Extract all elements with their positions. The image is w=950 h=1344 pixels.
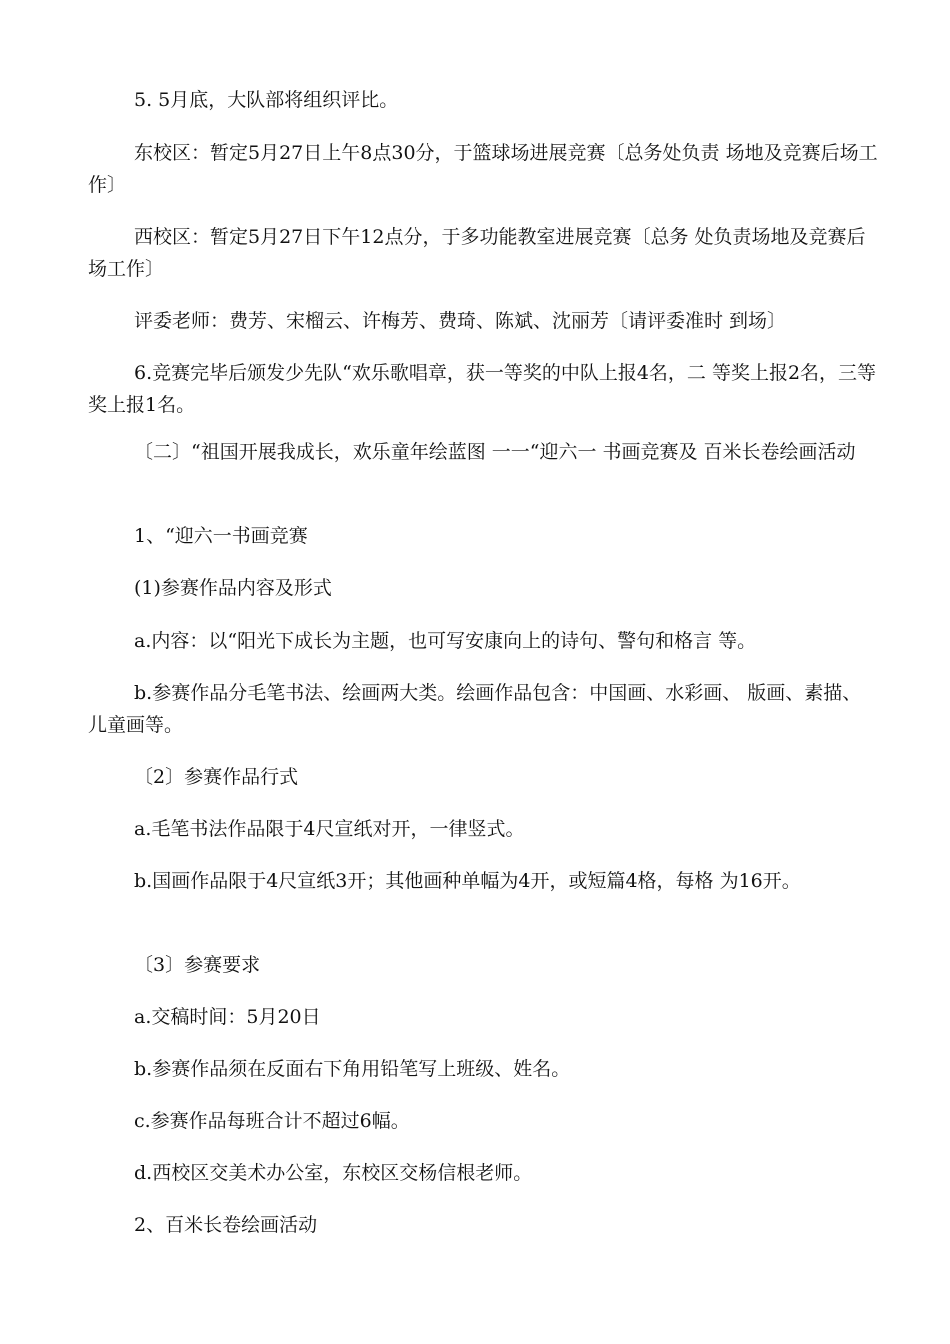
paragraph-west-campus: 西校区：暂定5月27日下午12点分，于多功能教室进展竞赛〔总务 处负责场地及竞赛后场工作〕 bbox=[88, 226, 866, 280]
paragraph-labeling: b.参赛作品须在反面右下角用铅笔写上班级、姓名。 bbox=[134, 1058, 571, 1080]
item-heading-format: 〔2〕参赛作品行式 bbox=[134, 766, 299, 788]
subsection-heading-1: 1、“迎六一书画竞赛 bbox=[134, 525, 308, 547]
paragraph-evaluation: 5. 5月底，大队部将组织评比。 bbox=[134, 89, 399, 111]
item-heading-content-form: (1)参赛作品内容及形式 bbox=[134, 577, 332, 599]
paragraph-awards: 6.竞赛完毕后颁发少先队“欢乐歌唱章，获一等奖的中队上报4名，二 等奖上报2名，三等奖上报1名。 bbox=[88, 362, 877, 416]
paragraph-judges: 评委老师：费芳、宋榴云、许梅芳、费琦、陈斌、沈丽芳〔请评委准时 到场〕 bbox=[134, 310, 787, 332]
paragraph-calligraphy-format: a.毛笔书法作品限于4尺宣纸对开，一律竖式。 bbox=[134, 818, 525, 840]
item-heading-requirements: 〔3〕参赛要求 bbox=[134, 954, 261, 976]
paragraph-east-campus: 东校区：暂定5月27日上午8点30分，于篮球场进展竞赛〔总务处负责 场地及竞赛后场工作〕 bbox=[88, 142, 878, 196]
subsection-heading-2: 2、百米长卷绘画活动 bbox=[134, 1214, 318, 1236]
paragraph-quota: c.参赛作品每班合计不超过6幅。 bbox=[134, 1110, 410, 1132]
paragraph-submission: d.西校区交美术办公室，东校区交杨信根老师。 bbox=[134, 1162, 533, 1184]
paragraph-categories: b.参赛作品分毛笔书法、绘画两大类。绘画作品包含：中国画、水彩画、 版画、素描、儿童画等。 bbox=[88, 682, 862, 736]
section-heading-two: 〔二〕“祖国开展我成长，欢乐童年绘蓝图 一一“迎六一 书画竞赛及 百米长卷绘画活动 bbox=[134, 441, 856, 463]
paragraph-deadline: a.交稿时间：5月20日 bbox=[134, 1006, 321, 1028]
paragraph-painting-format: b.国画作品限于4尺宣纸3开；其他画种单幅为4开，或短篇4格，每格 为16开。 bbox=[134, 870, 801, 892]
paragraph-content: a.内容：以“阳光下成长为主题，也可写安康向上的诗句、警句和格言 等。 bbox=[134, 630, 757, 652]
